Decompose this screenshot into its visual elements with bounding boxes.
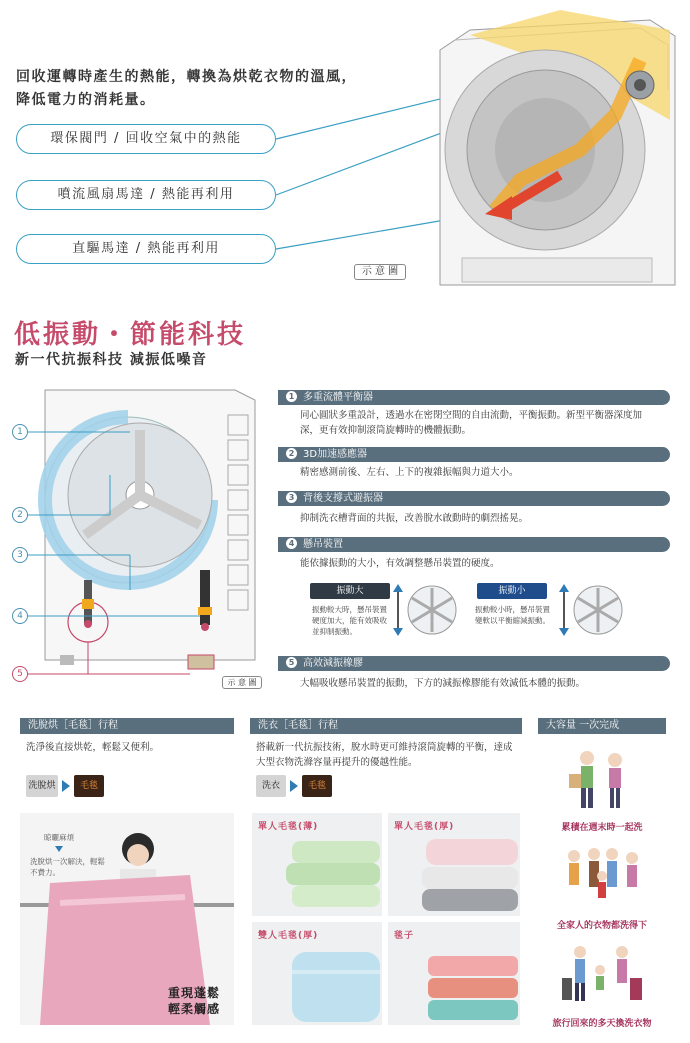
col2-header: 洗衣［毛毯］行程 xyxy=(250,718,522,734)
feature-1-desc: 同心圓狀多重設計，透過水在密閉空間的自由流動，平衡振動。新型平衡器深度加深，更有效抑制滾筒旋轉時的機體振動。 xyxy=(300,410,643,436)
feature-4-title: 懸吊裝置 xyxy=(303,539,343,550)
feature-5-desc: 大幅吸收懸吊裝置的振動，下方的減振橡膠能有效減低本體的振動。 xyxy=(300,678,586,689)
marker-2: 2 xyxy=(12,507,28,523)
tile-double-thick-label: 雙人毛毯(厚) xyxy=(258,931,319,941)
col1-arrow-icon xyxy=(62,780,70,792)
vibration-small-label: 振動小 xyxy=(477,583,547,599)
col1-note-bottom: 洗脫烘一次解決，輕鬆不費力。 xyxy=(30,857,105,877)
col3-item-2: 全家人的衣物都洗得下 xyxy=(556,921,647,931)
tile-single-thick-label: 單人毛毯(厚) xyxy=(394,822,455,832)
feature-5-bar xyxy=(278,656,670,671)
marker-5: 5 xyxy=(12,666,28,682)
marker-1: 1 xyxy=(12,424,28,440)
section-subtitle: 新一代抗振科技 減振低噪音 xyxy=(15,352,208,368)
tile-rug-label: 毯子 xyxy=(394,931,415,941)
feature-2-title: 3D加速感應器 xyxy=(303,449,368,460)
tile-single-thin-label: 單人毛毯(薄) xyxy=(258,822,319,832)
feature-3-num: 3 xyxy=(286,492,297,503)
vibration-small-desc: 振動較小時，懸吊裝置變軟以平衡縮減振動。 xyxy=(475,605,550,625)
suspension-stiff-illustration xyxy=(390,580,460,640)
anti-vibration-diagram xyxy=(0,375,280,685)
feature-2-desc: 精密感測前後、左右、上下的複雜振幅與力道大小。 xyxy=(300,467,519,478)
col1-caption-line2: 輕柔觸感 xyxy=(168,1002,221,1016)
feature-4-bar xyxy=(278,537,670,552)
feature-1-num: 1 xyxy=(286,391,297,402)
intro-line-1: 回收運轉時產生的熱能，轉換為烘乾衣物的溫風， xyxy=(16,69,357,85)
suspension-soft-illustration xyxy=(556,580,626,640)
diagram-label-2: 示 意 圖 xyxy=(222,676,262,689)
col1-note-top: 晾曬麻煩 xyxy=(44,833,74,842)
family-illustration xyxy=(560,846,650,912)
col1-tag-blanket: 毛毯 xyxy=(74,775,104,797)
caption-jet-fan-motor: 噴流風扇馬達 / 熱能再利用 xyxy=(16,180,276,210)
dryer-heat-diagram xyxy=(0,0,690,290)
travel-family-illustration xyxy=(560,944,650,1008)
feature-1-title: 多重流體平衡器 xyxy=(303,392,373,403)
diagram-label-1: 示 意 圖 xyxy=(354,264,406,280)
col1-desc: 洗淨後直接烘乾，輕鬆又便利。 xyxy=(26,742,160,753)
feature-2-num: 2 xyxy=(286,448,297,459)
col1-caption xyxy=(168,985,220,1017)
section-title: 低振動・節能科技 xyxy=(14,320,247,350)
caption-eco-valve: 環保閥門 / 回收空氣中的熱能 xyxy=(16,124,276,154)
col2-tag-wash: 洗衣 xyxy=(256,775,286,797)
col2-arrow-icon xyxy=(290,780,298,792)
col2-desc: 搭載新一代抗振技術，脫水時更可維持滾筒旋轉的平衡，達成大型衣物洗滌容量再提升的優越性能。 xyxy=(256,742,513,768)
caption-direct-drive-motor: 直驅馬達 / 熱能再利用 xyxy=(16,234,276,264)
marker-3: 3 xyxy=(12,547,28,563)
feature-1-bar xyxy=(278,390,670,405)
feature-4-desc: 能依據振動的大小，有效調整懸吊裝置的硬度。 xyxy=(300,558,500,569)
feature-2-bar xyxy=(278,447,670,462)
couple-laundry-illustration xyxy=(565,748,645,812)
marker-4: 4 xyxy=(12,608,28,624)
feature-3-desc: 抑制洗衣槽背面的共振，改善脫水啟動時的劇烈搖晃。 xyxy=(300,513,529,524)
feature-4-num: 4 xyxy=(286,538,297,549)
feature-3-title: 背後支撐式避振器 xyxy=(303,493,383,504)
feature-5-title: 高效減振橡膠 xyxy=(303,658,363,669)
feature-3-bar xyxy=(278,491,670,506)
col3-header: 大容量 一次完成 xyxy=(538,718,666,734)
col1-header: 洗脫烘［毛毯］行程 xyxy=(20,718,234,734)
intro-line-2: 降低電力的消耗量。 xyxy=(16,92,156,108)
col2-tag-blanket: 毛毯 xyxy=(302,775,332,797)
col1-caption-line1: 重現蓬鬆 xyxy=(168,986,221,1000)
col3-item-3: 旅行回來的多天換洗衣物 xyxy=(552,1019,652,1029)
col3-item-1: 累積在週末時一起洗 xyxy=(561,823,643,833)
feature-5-num: 5 xyxy=(286,657,297,668)
col1-down-arrow-icon xyxy=(55,846,63,852)
vibration-big-label: 振動大 xyxy=(310,583,390,599)
col1-tag-wash-dry: 洗脫烘 xyxy=(26,775,58,797)
vibration-big-desc: 振動較大時，懸吊裝置硬度加大，能有效吸收並抑制振動。 xyxy=(312,605,387,636)
